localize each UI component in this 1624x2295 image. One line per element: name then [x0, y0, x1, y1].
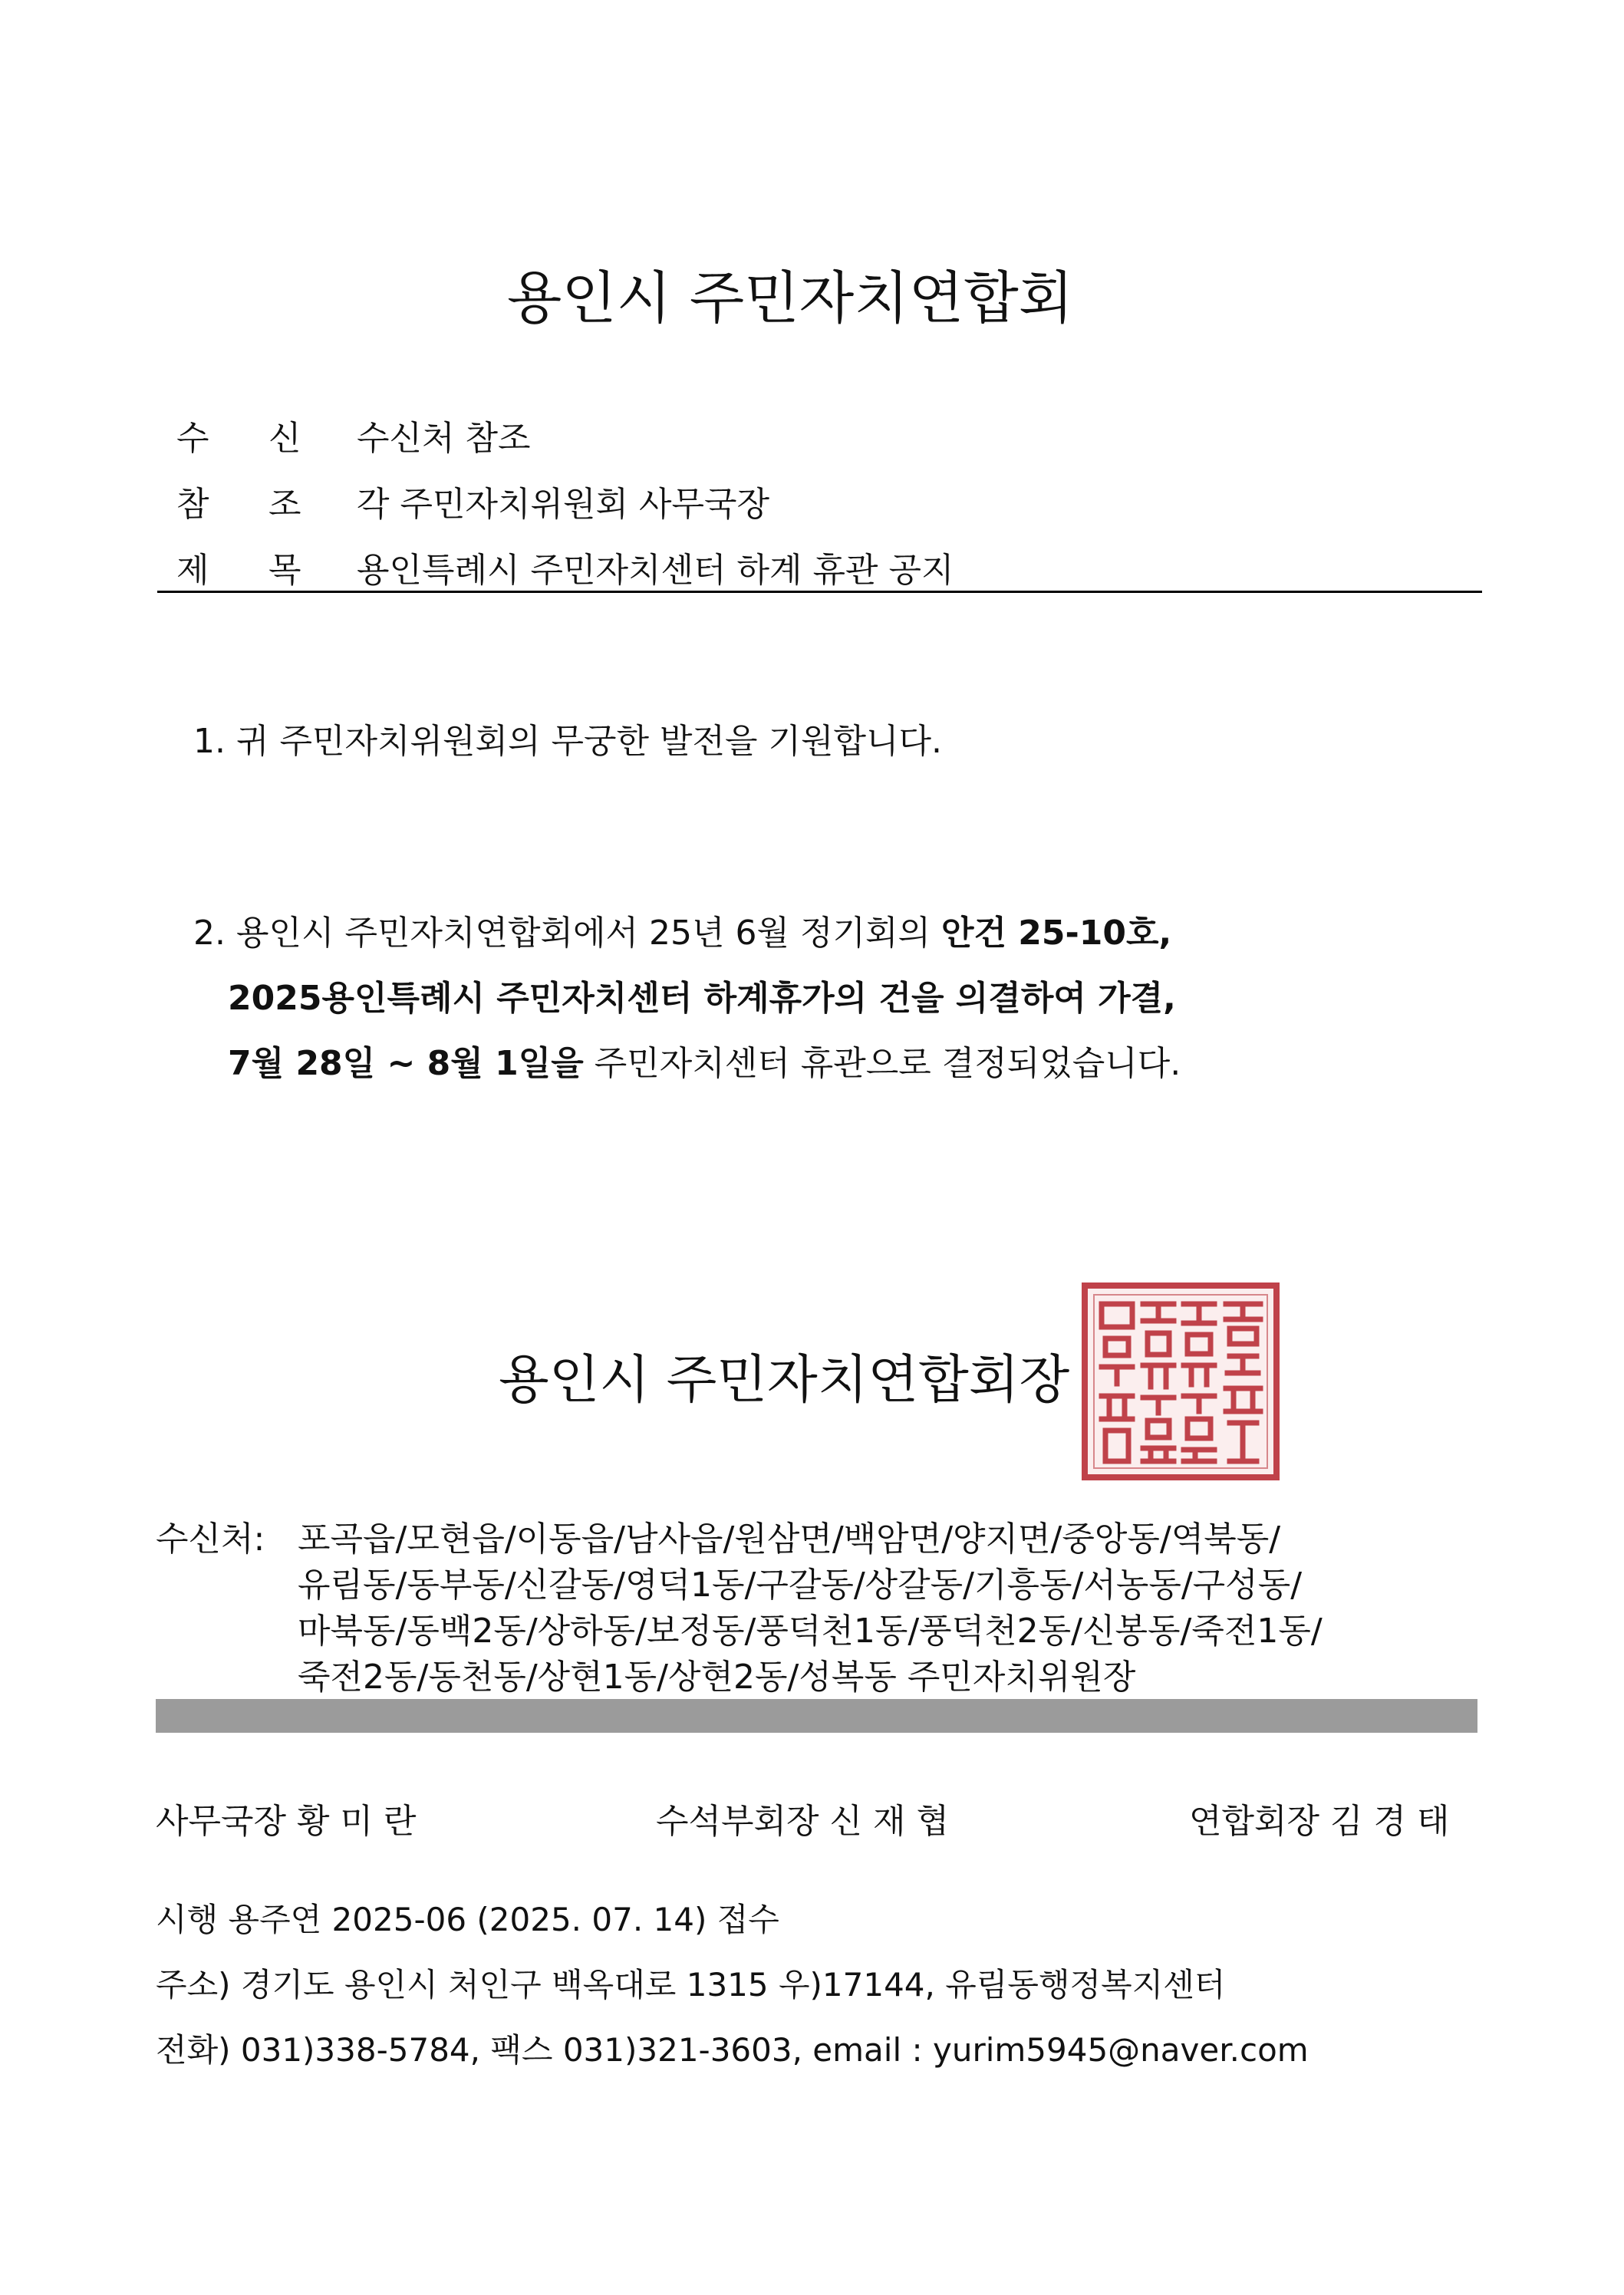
- paragraph-2-text: 주민자치센터 휴관으로 결정되었습니다.: [583, 1044, 1181, 1083]
- header-key: 신: [268, 419, 301, 458]
- header-recipient-value: 수신처 참조: [357, 419, 531, 458]
- recipients-line: 마북동/동백2동/상하동/보정동/풍덕천1동/풍덕천2동/신봉동/죽전1동/: [298, 1612, 1323, 1651]
- recipients-line: 유림동/동부동/신갈동/영덕1동/구갈동/상갈동/기흥동/서농동/구성동/: [298, 1566, 1303, 1605]
- recipients-label: 수신처:: [156, 1520, 265, 1559]
- enforcement-line: 시행 용주연 2025-06 (2025. 07. 14) 접수: [156, 1901, 779, 1938]
- staff-vice-chair: 수석부회장 신 재 협: [656, 1802, 949, 1841]
- paragraph-2-line-2: [228, 970, 1176, 1019]
- paragraph-2-line-3: [228, 1036, 1181, 1085]
- header-key: 목: [268, 551, 301, 590]
- separator-bar: [156, 1699, 1477, 1733]
- header-reference-value: 각 주민자치위원회 사무국장: [357, 485, 770, 524]
- paragraph-1: 1. 귀 주민자치위원회의 무궁한 발전을 기원합니다.: [193, 722, 942, 761]
- staff-chair: 연합회장 김 경 태: [1189, 1802, 1450, 1841]
- header-divider: [157, 591, 1482, 593]
- signatory-name: 용인시 주민자치연합회장: [499, 1350, 1070, 1411]
- staff-secretary: 사무국장 황 미 란: [156, 1802, 417, 1841]
- paragraph-2-line-1: [193, 905, 1171, 954]
- official-seal-image: [1080, 1281, 1281, 1482]
- header-key: 조: [268, 485, 301, 524]
- header-subject-value: 용인특례시 주민자치센터 하계 휴관 공지: [357, 551, 954, 590]
- header-key: 제: [176, 551, 209, 590]
- header-key: 수: [176, 419, 209, 458]
- paragraph-2-dates: 7월 28일 ~ 8월 1일을: [228, 1044, 584, 1083]
- paragraph-2-agenda: 안건 25-10호,: [940, 914, 1172, 953]
- recipients-line: 죽전2동/동천동/상현1동/상현2동/성복동 주민자치위원장: [298, 1658, 1136, 1697]
- document-title: 용인시 주민자치연합회: [506, 265, 1074, 331]
- address-line: 주소) 경기도 용인시 처인구 백옥대로 1315 우)17144, 유림동행정복지센터: [156, 1966, 1226, 2004]
- paragraph-2-matter: 2025용인특례시 주민자치센터 하계휴가의 건을 의결하여 가결,: [228, 979, 1176, 1018]
- header-key: 참: [176, 485, 209, 524]
- recipients-line: 포곡읍/모현읍/이동읍/남사읍/원삼면/백암면/양지면/중앙동/역북동/: [298, 1520, 1281, 1559]
- contact-line: 전화) 031)338-5784, 팩스 031)321-3603, email : yurim5945@naver.com: [156, 2031, 1309, 2069]
- paragraph-2-text: 2. 용인시 주민자치연합회에서 25년 6월 정기회의: [193, 914, 941, 953]
